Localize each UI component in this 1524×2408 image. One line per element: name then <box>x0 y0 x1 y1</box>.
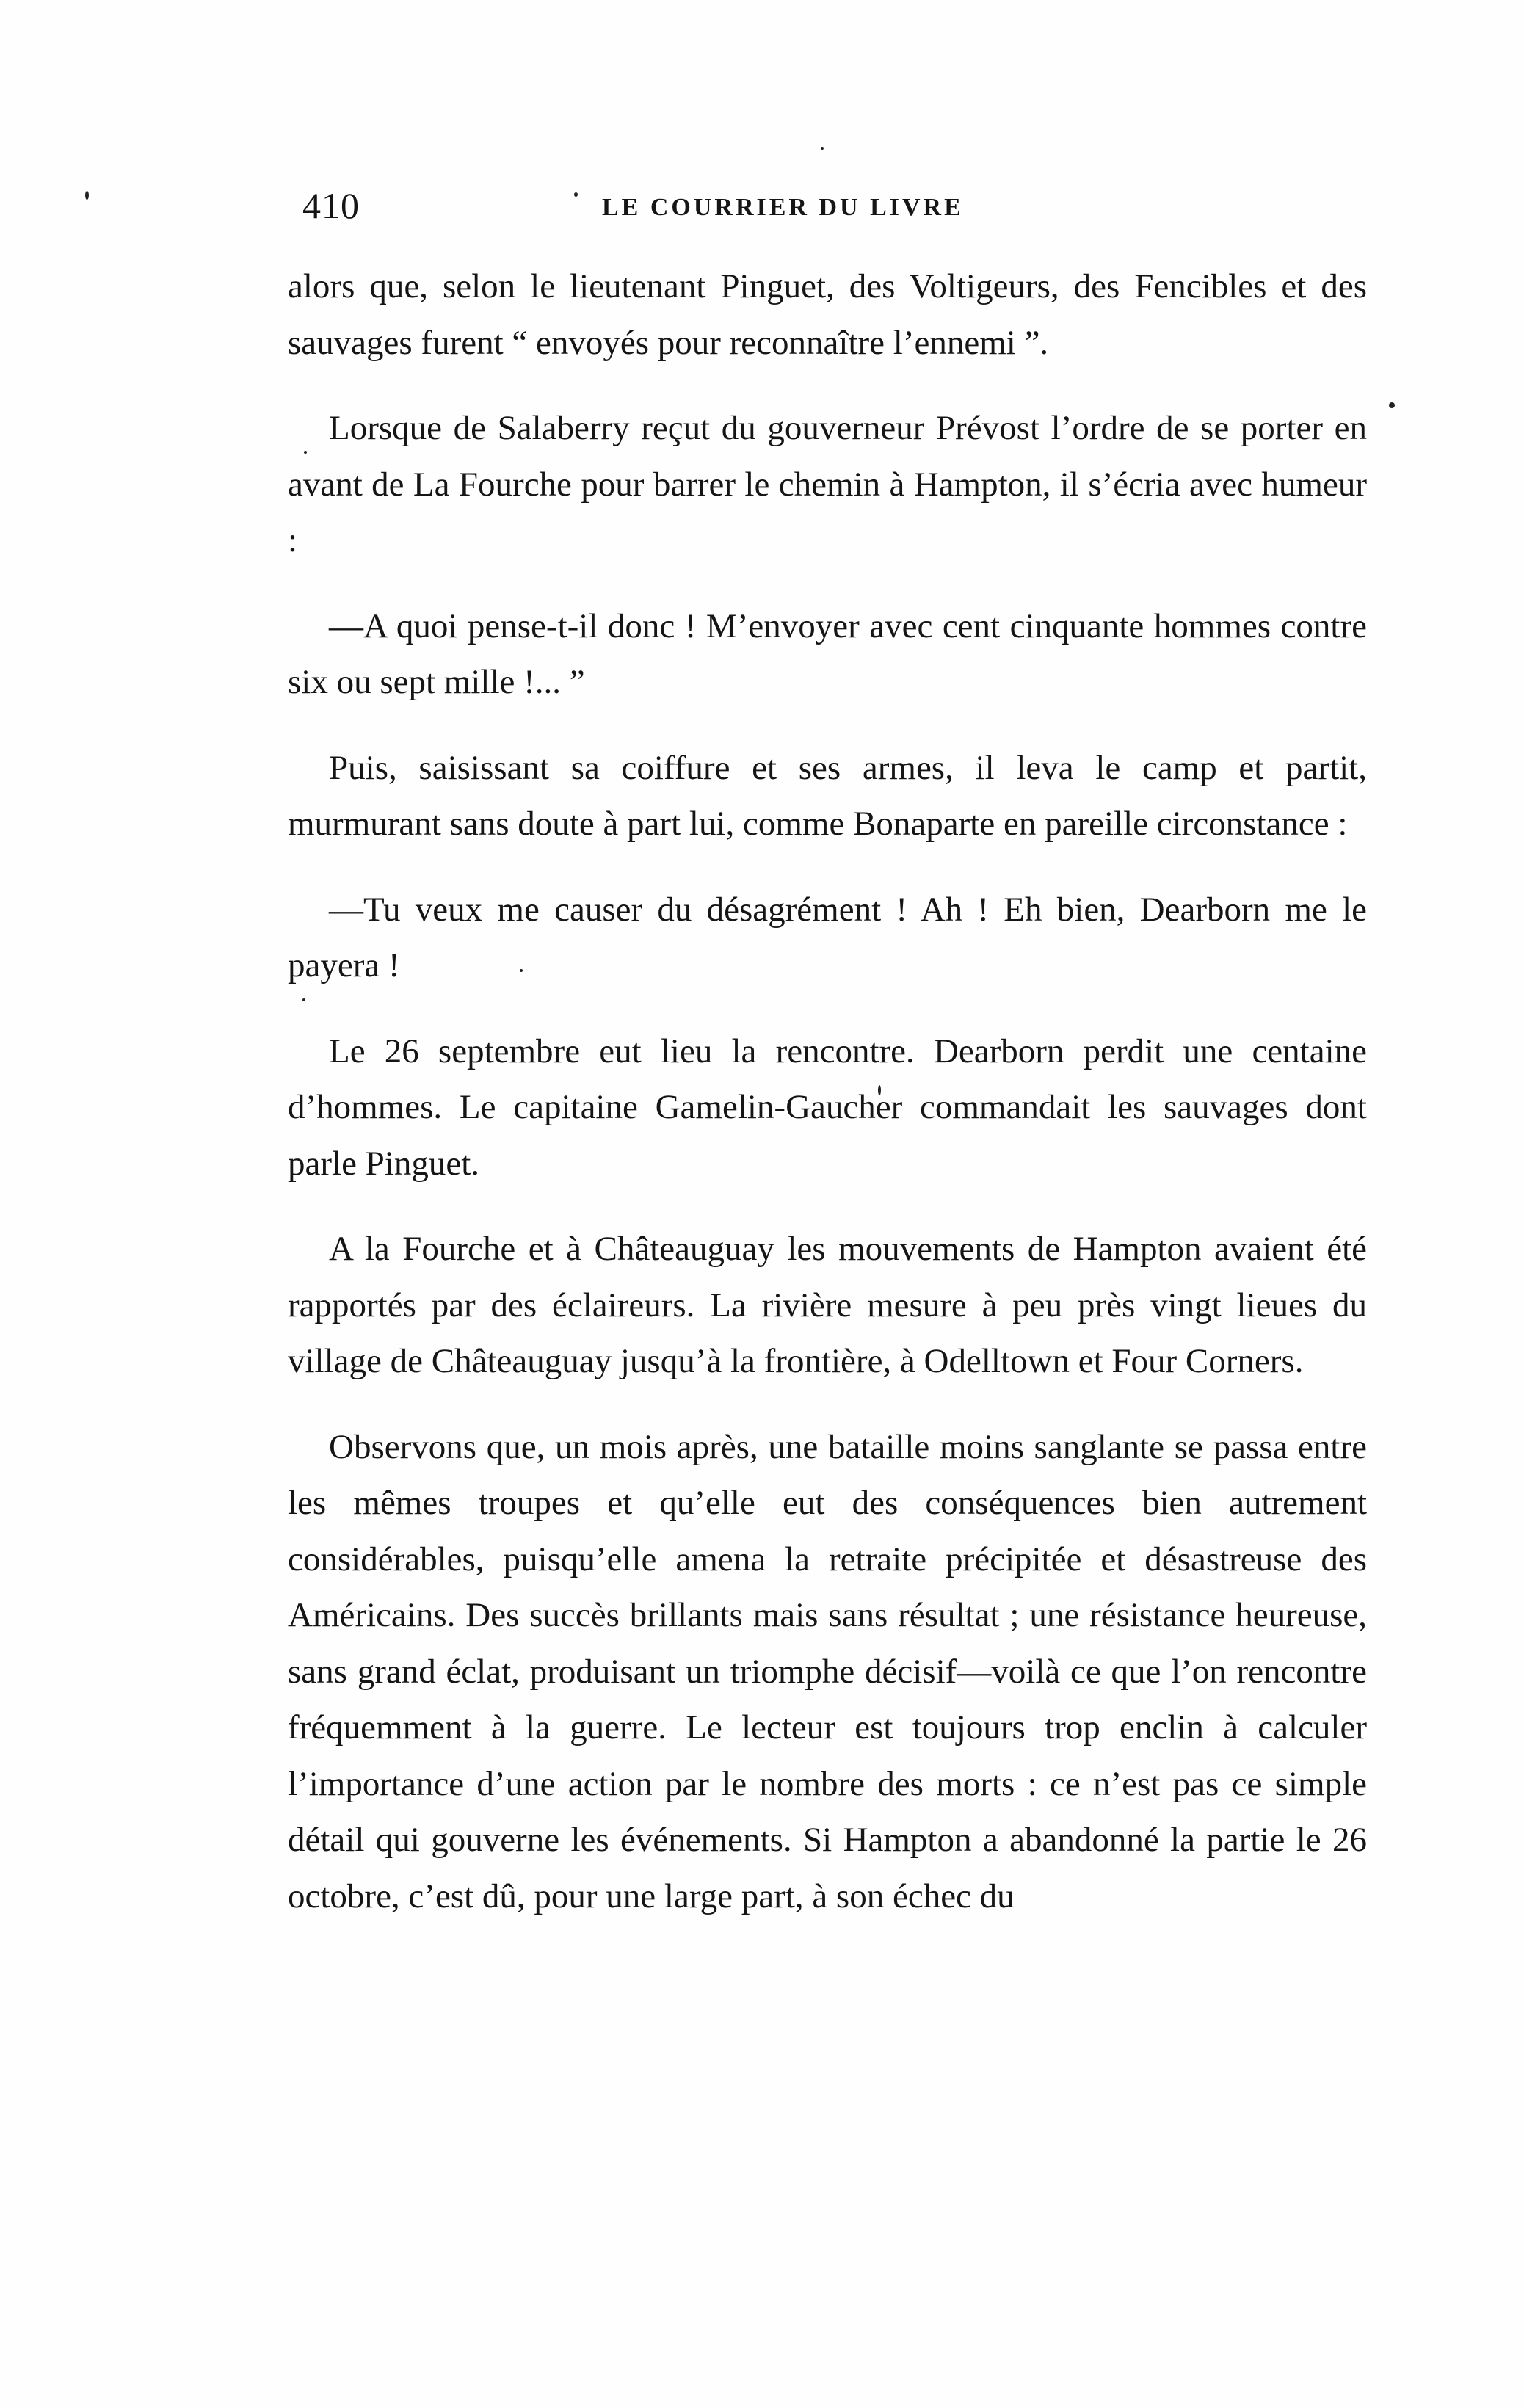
paragraph: —A quoi pense-t-il donc ! M’envoyer avec cent cinquante hommes contre six ou sept mille !... ” <box>288 606 1367 701</box>
paragraph: Observons que, un mois après, une bataille moins sanglante se passa entre les mêmes troupes et qu’elle eut des conséquences bien autrement considérables, puisqu’elle amena la retraite précipitée et désastreuse des Américains. Des succès brillants mais sans résultat ; une résistance heureuse, sans grand éclat, produisant un triomphe décisif—voilà ce que l’on rencontre fréquemment à la guerre. Le lecteur est toujours trop enclin à calculer l’importance d’une action par le nombre des morts : ce n’est pas ce simple détail qui gouverne les événements. Si Hampton a abandonné la partie le 26 octobre, c’est dû, pour une large part, à son échec du <box>288 1427 1367 1915</box>
page-header <box>286 184 1343 235</box>
paragraph: Puis, saisissant sa coiffure et ses armes, il leva le camp et partit, murmurant sans doute à part lui, comme Bonaparte en pareille circonstance : <box>288 748 1367 843</box>
paragraph: Le 26 septembre eut lieu la rencontre. Dearborn perdit une centaine d’hommes. Le capitaine Gamelin-Gaucher commandait les sauvages dont parle Pinguet. <box>288 1031 1367 1183</box>
paragraph: Lorsque de Salaberry reçut du gouverneur Prévost l’ordre de se porter en avant de La Fourche pour barrer le chemin à Hampton, il s’écria avec humeur : <box>288 409 1367 559</box>
body-text <box>288 258 1367 1954</box>
page-number: 410 <box>302 185 360 226</box>
print-speck <box>1389 402 1395 408</box>
print-speck <box>821 147 824 150</box>
running-head: LE COURRIER DU LIVRE <box>602 194 964 221</box>
paragraph: A la Fourche et à Châteauguay les mouvements de Hampton avaient été rapportés par des éclaireurs. La rivière mesure à peu près vingt lieues du village de Châteauguay jusqu’à la frontière, à Odelltown et Four Corners. <box>288 1230 1367 1380</box>
paragraph: —Tu veux me causer du désagrément ! Ah ! Eh bien, Dearborn me le payera ! <box>288 890 1367 984</box>
print-speck <box>85 191 89 200</box>
paragraph: alors que, selon le lieutenant Pinguet, des Voltigeurs, des Fencibles et des sauvages furent “ envoyés pour reconnaître l’ennemi ”. <box>288 267 1367 362</box>
